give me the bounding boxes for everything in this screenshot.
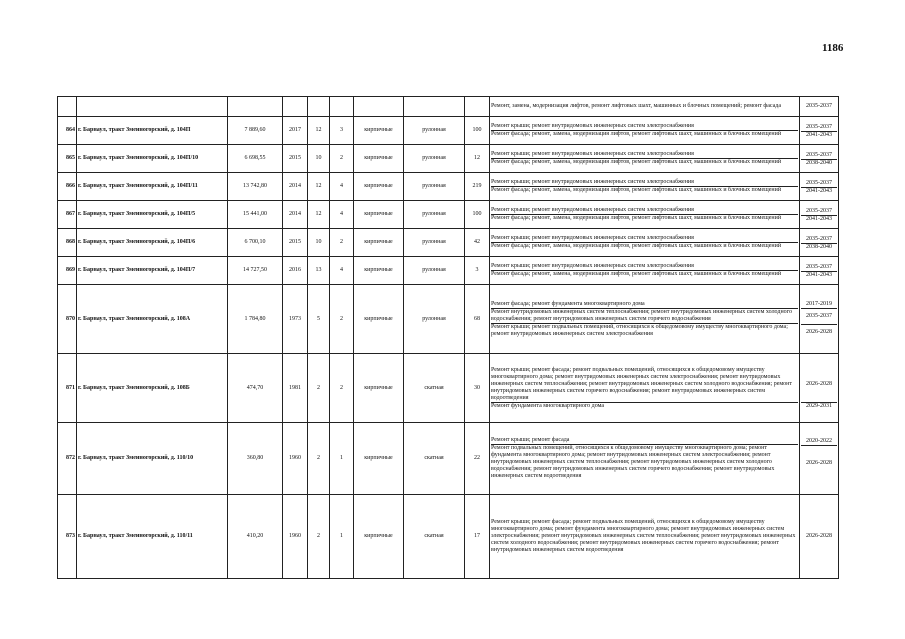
works-cell bbox=[490, 145, 800, 173]
works-cell bbox=[490, 354, 800, 423]
apartments-cell: 12 bbox=[465, 145, 490, 173]
work-period: 2026-2028 bbox=[806, 459, 832, 466]
area-cell: 410,20 bbox=[228, 495, 283, 579]
table-row bbox=[58, 423, 839, 495]
row-number: 872 bbox=[58, 423, 77, 495]
row-number: 869 bbox=[58, 257, 77, 285]
table-row bbox=[58, 145, 839, 173]
work-period: 2035-2037 bbox=[801, 263, 837, 272]
walls-cell: кирпичные bbox=[354, 173, 404, 201]
walls-cell: кирпичные bbox=[354, 285, 404, 354]
address-cell: г. Барнаул, тракт Змеиногорский, д. 104П/6 bbox=[77, 229, 228, 257]
floors-cell bbox=[308, 97, 330, 117]
work-item: Ремонт крыши; ремонт фасада bbox=[491, 437, 798, 445]
year-cell: 2015 bbox=[283, 229, 308, 257]
apartments-cell: 100 bbox=[465, 117, 490, 145]
work-item: Ремонт крыши; ремонт подвальных помещений, относящихся к общедомовому имуществу многоквартирного дома; ремонт внутридомовых инженерных систем электроснабжения bbox=[491, 323, 788, 337]
works-cell bbox=[490, 285, 800, 354]
floors-cell: 12 bbox=[308, 117, 330, 145]
work-item: Ремонт фундамента многоквартирного дома bbox=[491, 402, 605, 409]
capital-repair-table bbox=[57, 96, 839, 579]
work-item: Ремонт крыши; ремонт внутридомовых инженерных систем электроснабжения bbox=[491, 263, 798, 271]
area-cell: 474,70 bbox=[228, 354, 283, 423]
apartments-cell bbox=[465, 97, 490, 117]
entrances-cell: 2 bbox=[330, 285, 354, 354]
works-cell bbox=[490, 117, 800, 145]
walls-cell: кирпичные bbox=[354, 354, 404, 423]
walls-cell: кирпичные bbox=[354, 201, 404, 229]
entrances-cell: 2 bbox=[330, 145, 354, 173]
floors-cell: 12 bbox=[308, 173, 330, 201]
work-item: Ремонт крыши; ремонт внутридомовых инженерных систем электроснабжения bbox=[491, 151, 798, 159]
address-cell: г. Барнаул, тракт Змеиногорский, д. 104П/7 bbox=[77, 257, 228, 285]
address-cell: г. Барнаул, тракт Змеиногорский, д. 104П/11 bbox=[77, 173, 228, 201]
floors-cell: 5 bbox=[308, 285, 330, 354]
work-period: 2035-2037 bbox=[801, 207, 837, 216]
row-number: 864 bbox=[58, 117, 77, 145]
apartments-cell: 22 bbox=[465, 423, 490, 495]
area-cell bbox=[228, 97, 283, 117]
year-cell: 1973 bbox=[283, 285, 308, 354]
year-cell: 2014 bbox=[283, 173, 308, 201]
row-number: 871 bbox=[58, 354, 77, 423]
works-cell bbox=[490, 229, 800, 257]
walls-cell: кирпичные bbox=[354, 229, 404, 257]
apartments-cell: 100 bbox=[465, 201, 490, 229]
walls-cell: кирпичные bbox=[354, 117, 404, 145]
work-period: 2038-2040 bbox=[806, 159, 832, 166]
work-item: Ремонт, замена, модернизация лифтов, ремонт лифтовых шахт, машинных и блочных помещений; ремонт фасада bbox=[491, 103, 782, 109]
row-number bbox=[58, 97, 77, 117]
address-cell: г. Барнаул, тракт Змеиногорский, д. 108Б bbox=[77, 354, 228, 423]
roof-cell: рулонная bbox=[404, 117, 465, 145]
year-cell bbox=[283, 97, 308, 117]
work-period: 2038-2040 bbox=[806, 243, 832, 250]
roof-cell: рулонная bbox=[404, 201, 465, 229]
table-row bbox=[58, 354, 839, 423]
year-cell: 1960 bbox=[283, 423, 308, 495]
work-item: Ремонт фасада; ремонт, замена, модернизация лифтов, ремонт лифтовых шахт, машинных и блочных помещений bbox=[491, 215, 782, 221]
work-item: Ремонт крыши; ремонт внутридомовых инженерных систем электроснабжения bbox=[491, 207, 798, 215]
work-item: Ремонт фасада; ремонт фундамента многоквартирного дома bbox=[491, 301, 798, 309]
floors-cell: 13 bbox=[308, 257, 330, 285]
roof-cell: рулонная bbox=[404, 145, 465, 173]
work-period: 2035-2037 bbox=[801, 179, 837, 188]
area-cell: 6 698,55 bbox=[228, 145, 283, 173]
table-row bbox=[58, 117, 839, 145]
floors-cell: 12 bbox=[308, 201, 330, 229]
work-period: 2035-2037 bbox=[801, 151, 837, 160]
works-cell bbox=[490, 97, 800, 117]
row-number: 865 bbox=[58, 145, 77, 173]
row-number: 870 bbox=[58, 285, 77, 354]
work-item: Ремонт крыши; ремонт внутридомовых инженерных систем электроснабжения bbox=[491, 123, 798, 131]
period-cell bbox=[800, 201, 839, 229]
works-cell bbox=[490, 257, 800, 285]
year-cell: 1960 bbox=[283, 495, 308, 579]
work-item: Ремонт подвальных помещений, относящихся к общедомовому имуществу многоквартирного дома; ремонт фундамента многоквартирного дома; ремонт внутридомовых инженерных систем электроснабжения; ремонт внутридомовых инженерных систем теплоснабжения; ремонт внутридомовых инженерных систем холодного водоснабжения; ремонт внутридомовых инженерных систем горячего водоснабжения; ремонт внутридомовых инженерных систем водоотведения bbox=[491, 445, 775, 479]
work-period: 2035-2037 bbox=[806, 103, 832, 109]
roof-cell bbox=[404, 97, 465, 117]
table-row bbox=[58, 97, 839, 117]
work-item: Ремонт фасада; ремонт, замена, модернизация лифтов, ремонт лифтовых шахт, машинных и блочных помещений bbox=[491, 243, 782, 249]
entrances-cell: 4 bbox=[330, 173, 354, 201]
period-cell bbox=[800, 285, 839, 354]
row-number: 866 bbox=[58, 173, 77, 201]
area-cell: 14 727,50 bbox=[228, 257, 283, 285]
year-cell: 2016 bbox=[283, 257, 308, 285]
address-cell: г. Барнаул, тракт Змеиногорский, д. 110/10 bbox=[77, 423, 228, 495]
table-row bbox=[58, 257, 839, 285]
work-period: 2035-2037 bbox=[801, 123, 837, 132]
period-cell bbox=[800, 173, 839, 201]
floors-cell: 2 bbox=[308, 354, 330, 423]
year-cell: 2015 bbox=[283, 145, 308, 173]
apartments-cell: 17 bbox=[465, 495, 490, 579]
work-item: Ремонт фасада; ремонт, замена, модернизация лифтов, ремонт лифтовых шахт, машинных и блочных помещений bbox=[491, 271, 782, 277]
work-period: 2017-2019 bbox=[801, 300, 837, 309]
work-period: 2041-2043 bbox=[806, 131, 832, 138]
apartments-cell: 68 bbox=[465, 285, 490, 354]
work-period: 2041-2043 bbox=[806, 271, 832, 278]
address-cell bbox=[77, 97, 228, 117]
address-cell: г. Барнаул, тракт Змеиногорский, д. 104П/5 bbox=[77, 201, 228, 229]
row-number: 867 bbox=[58, 201, 77, 229]
works-cell bbox=[490, 423, 800, 495]
floors-cell: 2 bbox=[308, 495, 330, 579]
page-number: 1186 bbox=[822, 42, 844, 54]
work-period: 2026-2028 bbox=[801, 366, 837, 403]
walls-cell bbox=[354, 97, 404, 117]
period-cell bbox=[800, 145, 839, 173]
work-period: 2035-2037 bbox=[801, 309, 837, 325]
row-number: 868 bbox=[58, 229, 77, 257]
period-cell bbox=[800, 97, 839, 117]
year-cell: 2014 bbox=[283, 201, 308, 229]
work-item: Ремонт фасада; ремонт, замена, модернизация лифтов, ремонт лифтовых шахт, машинных и блочных помещений bbox=[491, 159, 782, 165]
roof-cell: скатная bbox=[404, 423, 465, 495]
work-item: Ремонт внутридомовых инженерных систем теплоснабжения; ремонт внутридомовых инженерных систем холодного водоснабжения; ремонт внутридомовых инженерных систем горячего водоснабжения bbox=[491, 309, 798, 324]
period-cell bbox=[800, 257, 839, 285]
table-row bbox=[58, 173, 839, 201]
address-cell: г. Барнаул, тракт Змеиногорский, д. 104П/10 bbox=[77, 145, 228, 173]
floors-cell: 10 bbox=[308, 145, 330, 173]
period-cell bbox=[800, 354, 839, 423]
apartments-cell: 42 bbox=[465, 229, 490, 257]
work-item: Ремонт крыши; ремонт внутридомовых инженерных систем электроснабжения bbox=[491, 235, 798, 243]
apartments-cell: 219 bbox=[465, 173, 490, 201]
area-cell: 360,80 bbox=[228, 423, 283, 495]
row-number: 873 bbox=[58, 495, 77, 579]
work-period: 2041-2043 bbox=[806, 215, 832, 222]
roof-cell: рулонная bbox=[404, 257, 465, 285]
period-cell bbox=[800, 495, 839, 579]
walls-cell: кирпичные bbox=[354, 257, 404, 285]
work-period: 2026-2028 bbox=[806, 533, 832, 539]
roof-cell: рулонная bbox=[404, 285, 465, 354]
area-cell: 15 441,00 bbox=[228, 201, 283, 229]
entrances-cell: 4 bbox=[330, 201, 354, 229]
roof-cell: скатная bbox=[404, 495, 465, 579]
period-cell bbox=[800, 229, 839, 257]
work-period: 2029-2031 bbox=[806, 403, 832, 409]
address-cell: г. Барнаул, тракт Змеиногорский, д. 110/11 bbox=[77, 495, 228, 579]
entrances-cell: 1 bbox=[330, 423, 354, 495]
period-cell bbox=[800, 117, 839, 145]
floors-cell: 10 bbox=[308, 229, 330, 257]
walls-cell: кирпичные bbox=[354, 145, 404, 173]
work-period: 2020-2022 bbox=[801, 437, 837, 446]
year-cell: 1981 bbox=[283, 354, 308, 423]
table-row bbox=[58, 495, 839, 579]
year-cell: 2017 bbox=[283, 117, 308, 145]
area-cell: 6 700,10 bbox=[228, 229, 283, 257]
entrances-cell: 2 bbox=[330, 354, 354, 423]
roof-cell: рулонная bbox=[404, 229, 465, 257]
roof-cell: рулонная bbox=[404, 173, 465, 201]
work-item: Ремонт крыши; ремонт фасада; ремонт подвальных помещений, относящихся к общедомовому имуществу многоквартирного дома; ремонт внутридомовых инженерных систем электроснабжения; ремонт внутридомовых инженерных систем теплоснабжения; ремонт внутридомовых инженерных систем холодного водоснабжения; ремонт внутридомовых инженерных систем горячего водоснабжения; ремонт внутридомовых инженерных систем водоотведения bbox=[491, 367, 798, 403]
entrances-cell: 3 bbox=[330, 117, 354, 145]
walls-cell: кирпичные bbox=[354, 495, 404, 579]
apartments-cell: 3 bbox=[465, 257, 490, 285]
entrances-cell: 2 bbox=[330, 229, 354, 257]
table-row bbox=[58, 201, 839, 229]
work-period: 2041-2043 bbox=[806, 187, 832, 194]
work-item: Ремонт фасада; ремонт, замена, модернизация лифтов, ремонт лифтовых шахт, машинных и блочных помещений bbox=[491, 187, 782, 193]
work-item: Ремонт крыши; ремонт внутридомовых инженерных систем электроснабжения bbox=[491, 179, 798, 187]
address-cell: г. Барнаул, тракт Змеиногорский, д. 108А bbox=[77, 285, 228, 354]
work-period: 2026-2028 bbox=[806, 328, 832, 335]
works-cell bbox=[490, 495, 800, 579]
period-cell bbox=[800, 423, 839, 495]
work-period: 2035-2037 bbox=[801, 235, 837, 244]
roof-cell: скатная bbox=[404, 354, 465, 423]
table-row bbox=[58, 229, 839, 257]
work-item: Ремонт фасада; ремонт, замена, модернизация лифтов, ремонт лифтовых шахт, машинных и блочных помещений bbox=[491, 131, 782, 137]
entrances-cell: 1 bbox=[330, 495, 354, 579]
table-row bbox=[58, 285, 839, 354]
work-item: Ремонт крыши; ремонт фасада; ремонт подвальных помещений, относящихся к общедомовому имуществу многоквартирного дома; ремонт фундамента многоквартирного дома; ремонт внутридомовых инженерных систем электроснабжения; ремонт внутридомовых инженерных систем теплоснабжения; ремонт внутридомовых инженерных систем холодного водоснабжения; ремонт внутридомовых инженерных систем горячего водоснабжения; ремонт внутридомовых инженерных систем водоотведения bbox=[491, 519, 796, 553]
walls-cell: кирпичные bbox=[354, 423, 404, 495]
address-cell: г. Барнаул, тракт Змеиногорский, д. 104П bbox=[77, 117, 228, 145]
entrances-cell bbox=[330, 97, 354, 117]
area-cell: 7 889,60 bbox=[228, 117, 283, 145]
apartments-cell: 30 bbox=[465, 354, 490, 423]
works-cell bbox=[490, 201, 800, 229]
area-cell: 13 742,80 bbox=[228, 173, 283, 201]
area-cell: 1 784,80 bbox=[228, 285, 283, 354]
works-cell bbox=[490, 173, 800, 201]
entrances-cell: 4 bbox=[330, 257, 354, 285]
floors-cell: 2 bbox=[308, 423, 330, 495]
